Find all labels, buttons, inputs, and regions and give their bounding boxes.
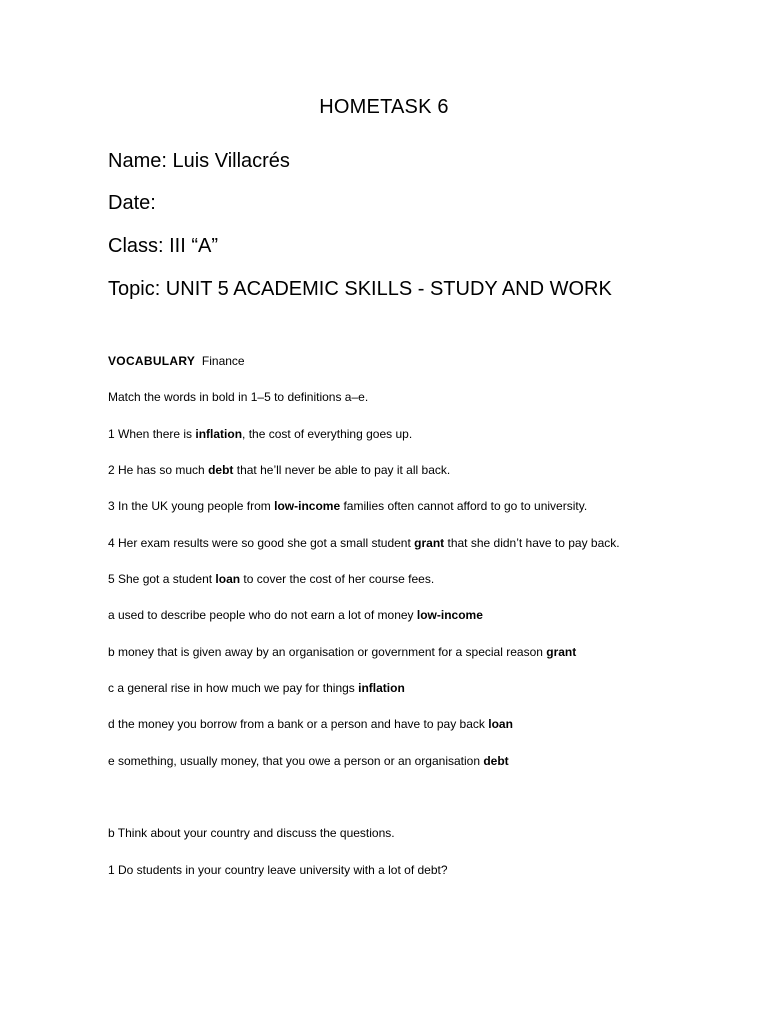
definition-c <box>108 680 405 696</box>
sentence-text: to cover the cost of her course fees. <box>240 572 435 586</box>
sentence-keyword: low-income <box>274 499 341 513</box>
definition-d <box>108 716 513 732</box>
definition-answer: low-income <box>416 608 483 622</box>
definition-answer: loan <box>488 717 513 731</box>
sentence-5 <box>108 571 434 587</box>
definition-text: c a general rise in how much we pay for things <box>108 681 359 695</box>
document-title: HOMETASK 6 <box>319 96 449 118</box>
sentence-text: that he’ll never be able to pay it all back. <box>233 463 451 477</box>
discussion-instruction: b Think about your country and discuss the questions. <box>108 826 395 840</box>
sentence-keyword: grant <box>414 536 445 550</box>
definition-answer: debt <box>483 754 509 768</box>
sentence-text: 5 She got a student <box>108 572 216 586</box>
sentence-4 <box>108 535 620 551</box>
sentence-keyword: inflation <box>195 427 243 441</box>
sentence-text: 2 He has so much <box>108 463 209 477</box>
sentence-2 <box>108 462 450 478</box>
sentence-text: families often cannot afford to go to university. <box>340 499 588 513</box>
class-field: Class: III “A” <box>108 235 219 257</box>
definition-text: e something, usually money, that you owe a person or an organisation <box>108 754 484 768</box>
definition-e <box>108 753 509 769</box>
date-field: Date: <box>108 192 156 214</box>
definition-answer: inflation <box>358 681 405 695</box>
sentence-text: 4 Her exam results were so good she got a small student <box>108 536 415 550</box>
definition-b <box>108 644 576 660</box>
student-name: Name: Luis Villacrés <box>108 150 290 172</box>
definition-a <box>108 607 483 623</box>
definition-text: a used to describe people who do not earn a lot of money <box>108 608 417 622</box>
definition-answer: grant <box>546 645 577 659</box>
definition-text: b money that is given away by an organisation or government for a special reason <box>108 645 547 659</box>
sentence-text: 1 When there is <box>108 427 196 441</box>
sentence-keyword: loan <box>215 572 241 586</box>
sentence-3 <box>108 498 587 514</box>
topic-field: Topic: UNIT 5 ACADEMIC SKILLS - STUDY AND WORK <box>108 278 612 300</box>
sentence-keyword: debt <box>208 463 234 477</box>
sentence-text: that she didn’t have to pay back. <box>444 536 620 550</box>
sentence-1 <box>108 426 412 442</box>
vocabulary-heading-row <box>108 353 245 369</box>
definition-text: d the money you borrow from a bank or a person and have to pay back <box>108 717 489 731</box>
sentence-text: , the cost of everything goes up. <box>242 427 413 441</box>
vocabulary-subject: Finance <box>201 354 245 368</box>
vocabulary-heading: VOCABULARY <box>108 354 196 368</box>
vocabulary-instruction: Match the words in bold in 1–5 to definitions a–e. <box>108 390 369 404</box>
discussion-question-1: 1 Do students in your country leave university with a lot of debt? <box>108 863 448 877</box>
sentence-text: 3 In the UK young people from <box>108 499 275 513</box>
